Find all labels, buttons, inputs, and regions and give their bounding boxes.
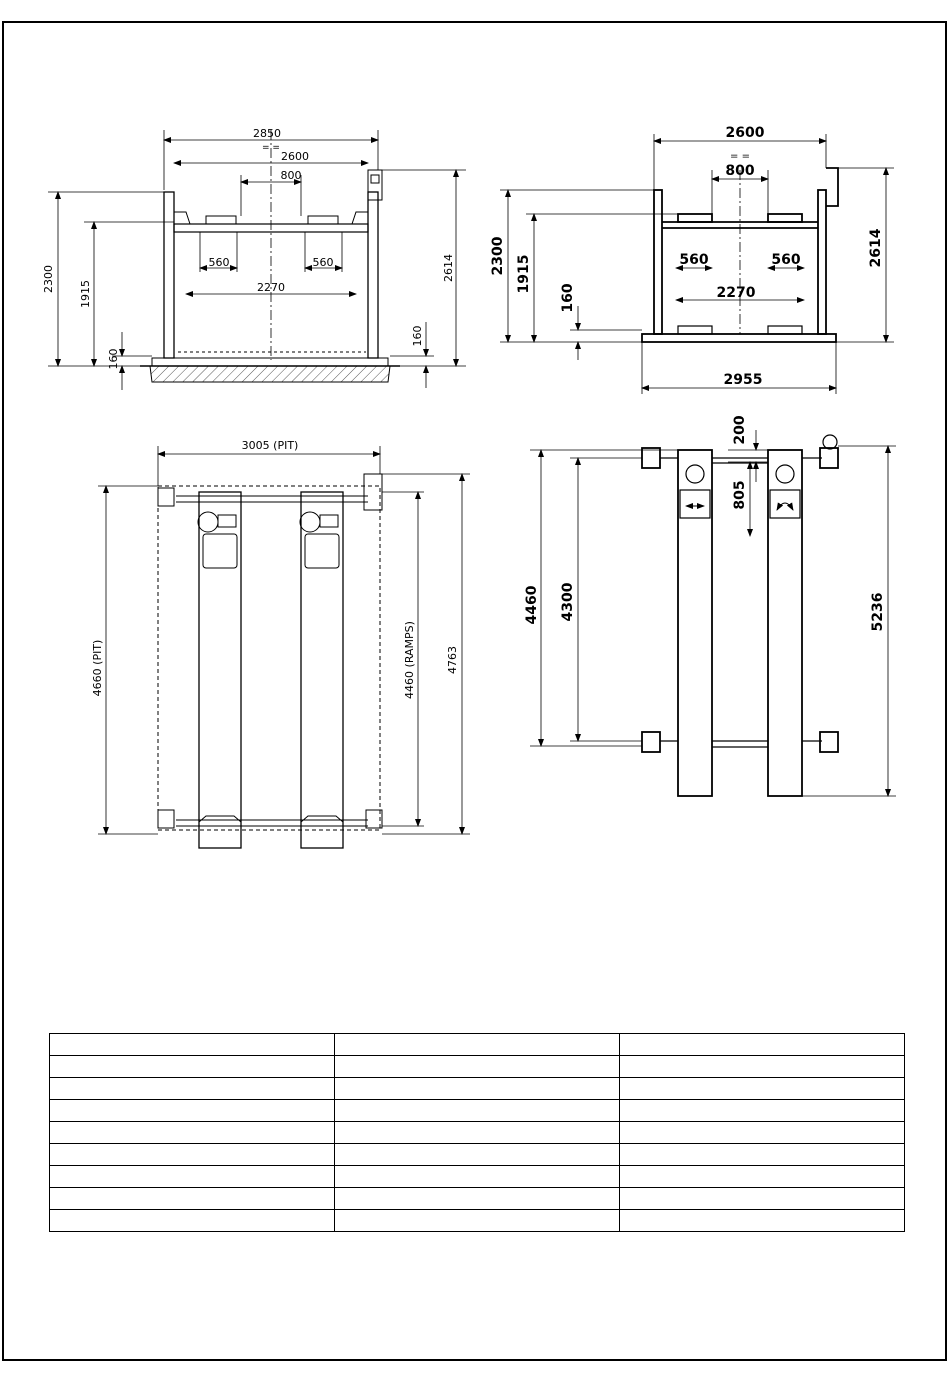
ground-hatch (150, 366, 390, 382)
runway-left (678, 450, 712, 796)
dim-base-width: 2955 (723, 372, 763, 388)
dim-height-base-right: 160 (411, 325, 424, 347)
table-cell (335, 1078, 620, 1100)
dim-height-column: 2614 (868, 228, 884, 268)
runway-left (678, 214, 712, 222)
table-cell (335, 1210, 620, 1232)
base-frame (642, 334, 836, 342)
table-cell (620, 1034, 905, 1056)
table-cell (335, 1100, 620, 1122)
dim-beam-gap: 800 (725, 163, 755, 179)
corner-post-tl (642, 448, 660, 468)
dim-overall-width: 2850 (253, 127, 281, 140)
corner-post-tr (364, 474, 382, 510)
dim-runway-length: 4460 (524, 585, 540, 625)
dim-pit-length: 4660 (PIT) (91, 639, 104, 697)
right-column (368, 192, 378, 358)
corner-post-bl (642, 732, 660, 752)
table-cell (50, 1144, 335, 1166)
spec-table (49, 1033, 905, 1232)
table-row (50, 1210, 905, 1232)
table-cell (620, 1056, 905, 1078)
dim-frame-width: 2600 (725, 125, 765, 141)
table-row (50, 1188, 905, 1210)
table-cell (335, 1166, 620, 1188)
table-cell (620, 1210, 905, 1232)
table-row (50, 1078, 905, 1100)
control-post (826, 168, 838, 206)
table-cell (50, 1078, 335, 1100)
table-row (50, 1056, 905, 1078)
dim-frame-width: 2600 (281, 150, 309, 163)
dim-height-base: 160 (560, 283, 576, 313)
dim-track-width: 2270 (716, 285, 756, 301)
table-cell (620, 1100, 905, 1122)
table-cell (335, 1144, 620, 1166)
table-row (50, 1166, 905, 1188)
runway-right (301, 492, 343, 848)
dim-plate-depth: 805 (732, 480, 748, 510)
table-row (50, 1034, 905, 1056)
corner-post-br (820, 732, 838, 752)
dim-height-beam: 1915 (79, 280, 92, 308)
dim-equal-mark: = = (730, 151, 750, 162)
dim-pad-right: 560 (771, 252, 801, 268)
table-row (50, 1144, 905, 1166)
dim-pad-right: 560 (312, 256, 334, 269)
dim-gap-top: 200 (732, 415, 748, 445)
dim-height-base: 160 (107, 348, 120, 370)
dim-track-width: 2270 (257, 281, 285, 294)
table-cell (335, 1188, 620, 1210)
plan-view-a-labels (91, 439, 459, 699)
table-cell (50, 1100, 335, 1122)
dim-equal-mark: = = (262, 143, 280, 153)
table-cell (620, 1078, 905, 1100)
table-cell (620, 1188, 905, 1210)
right-column (818, 190, 826, 334)
dim-height-total: 2300 (42, 265, 55, 293)
base-slab (152, 358, 388, 366)
left-column (164, 192, 174, 358)
table-row (50, 1122, 905, 1144)
front-view-a (140, 130, 400, 382)
corner-post-tl (158, 488, 174, 506)
dim-pad-left: 560 (679, 252, 709, 268)
table-cell (620, 1166, 905, 1188)
turn-plate-left (680, 490, 710, 518)
runway-left (199, 492, 241, 848)
table-cell (620, 1144, 905, 1166)
plan-view-a (158, 474, 382, 848)
table-cell (50, 1034, 335, 1056)
pit-outline (158, 486, 380, 830)
table-cell (50, 1210, 335, 1232)
table-cell (50, 1166, 335, 1188)
table-cell (335, 1122, 620, 1144)
dim-overall-length: 5236 (870, 592, 886, 632)
table-cell (335, 1034, 620, 1056)
dim-height-column: 2614 (442, 254, 455, 282)
dim-pad-left: 560 (208, 256, 230, 269)
front-view-b-labels (490, 125, 884, 388)
table-cell (50, 1056, 335, 1078)
runway-right (308, 216, 338, 224)
dim-ramps-length: 4460 (RAMPS) (403, 621, 416, 699)
dim-height-beam: 1915 (516, 254, 532, 294)
dim-height-total: 2300 (490, 236, 506, 276)
front-view-b (642, 168, 838, 342)
table-cell (620, 1122, 905, 1144)
dim-beam-gap: 800 (280, 169, 302, 182)
table-cell (335, 1056, 620, 1078)
dim-overall-length: 4763 (446, 646, 459, 674)
corner-post-tr (820, 448, 838, 468)
runway-right (768, 450, 802, 796)
corner-post-bl (158, 810, 174, 828)
dim-track-length: 4300 (560, 582, 576, 622)
table-row (50, 1100, 905, 1122)
left-column (654, 190, 662, 334)
runway-right (768, 214, 802, 222)
runway-left (206, 216, 236, 224)
table-cell (50, 1122, 335, 1144)
turn-plate-right (770, 490, 800, 518)
dim-pit-width: 3005 (PIT) (241, 439, 299, 452)
table-cell (50, 1188, 335, 1210)
